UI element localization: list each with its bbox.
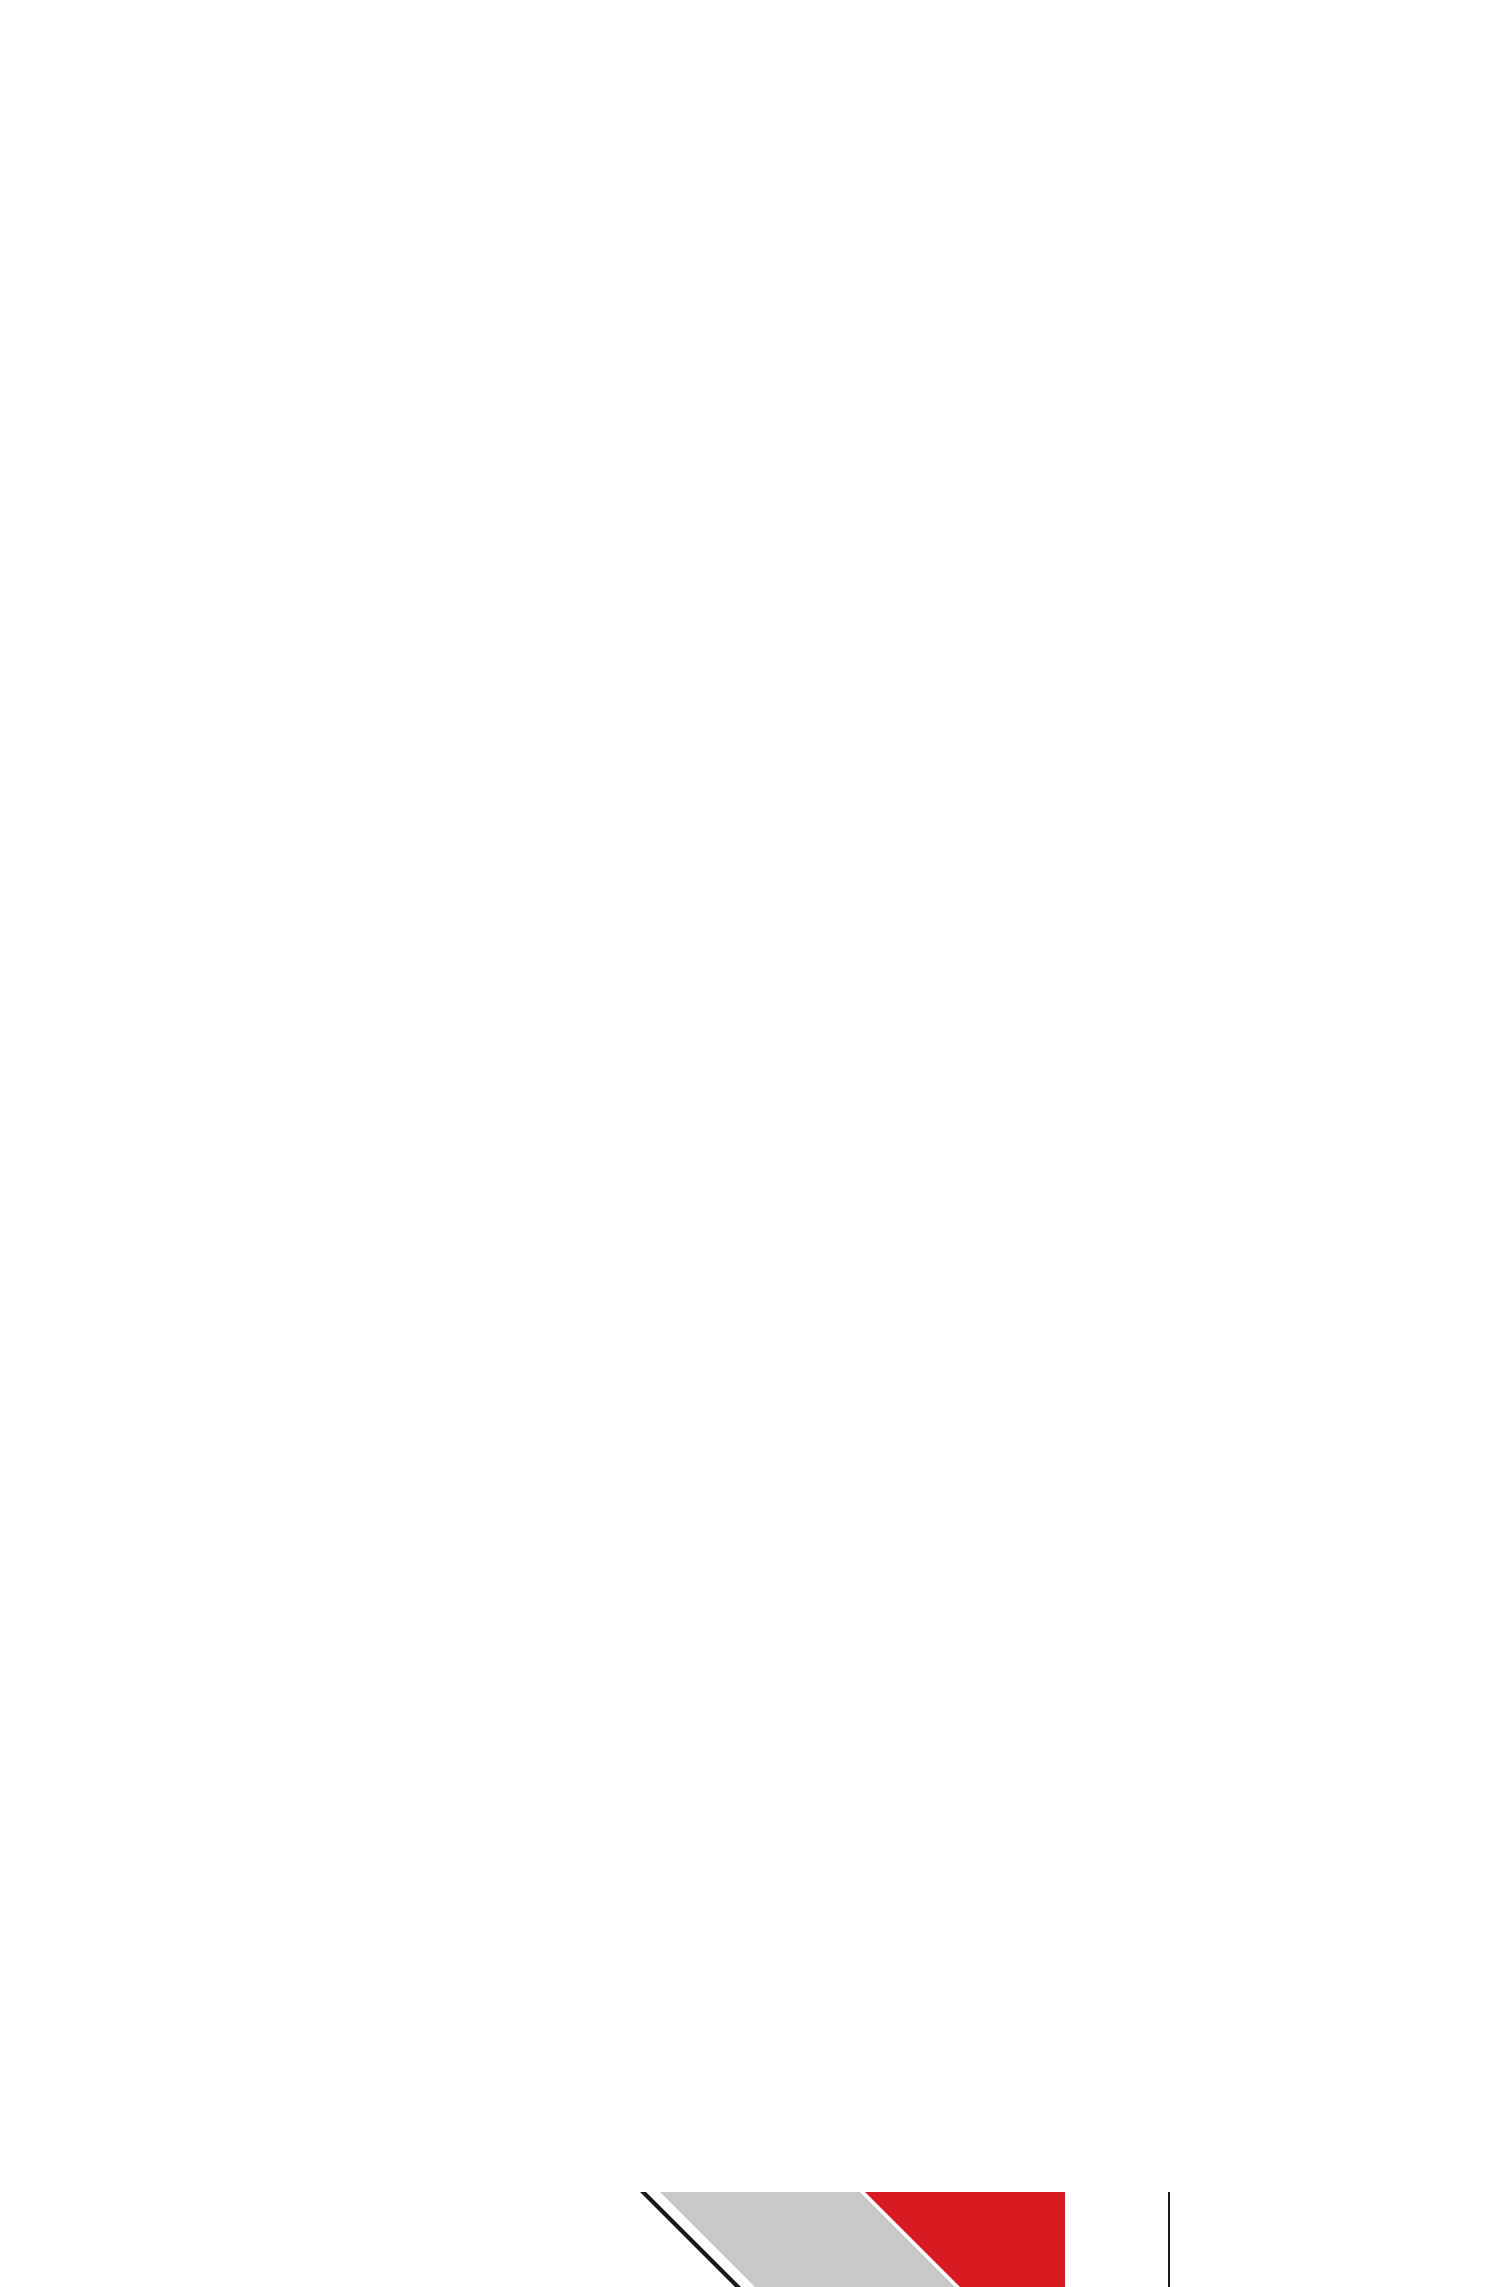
column-divider — [1168, 2192, 1170, 2287]
footer-stripes-decoration — [640, 2192, 1065, 2287]
